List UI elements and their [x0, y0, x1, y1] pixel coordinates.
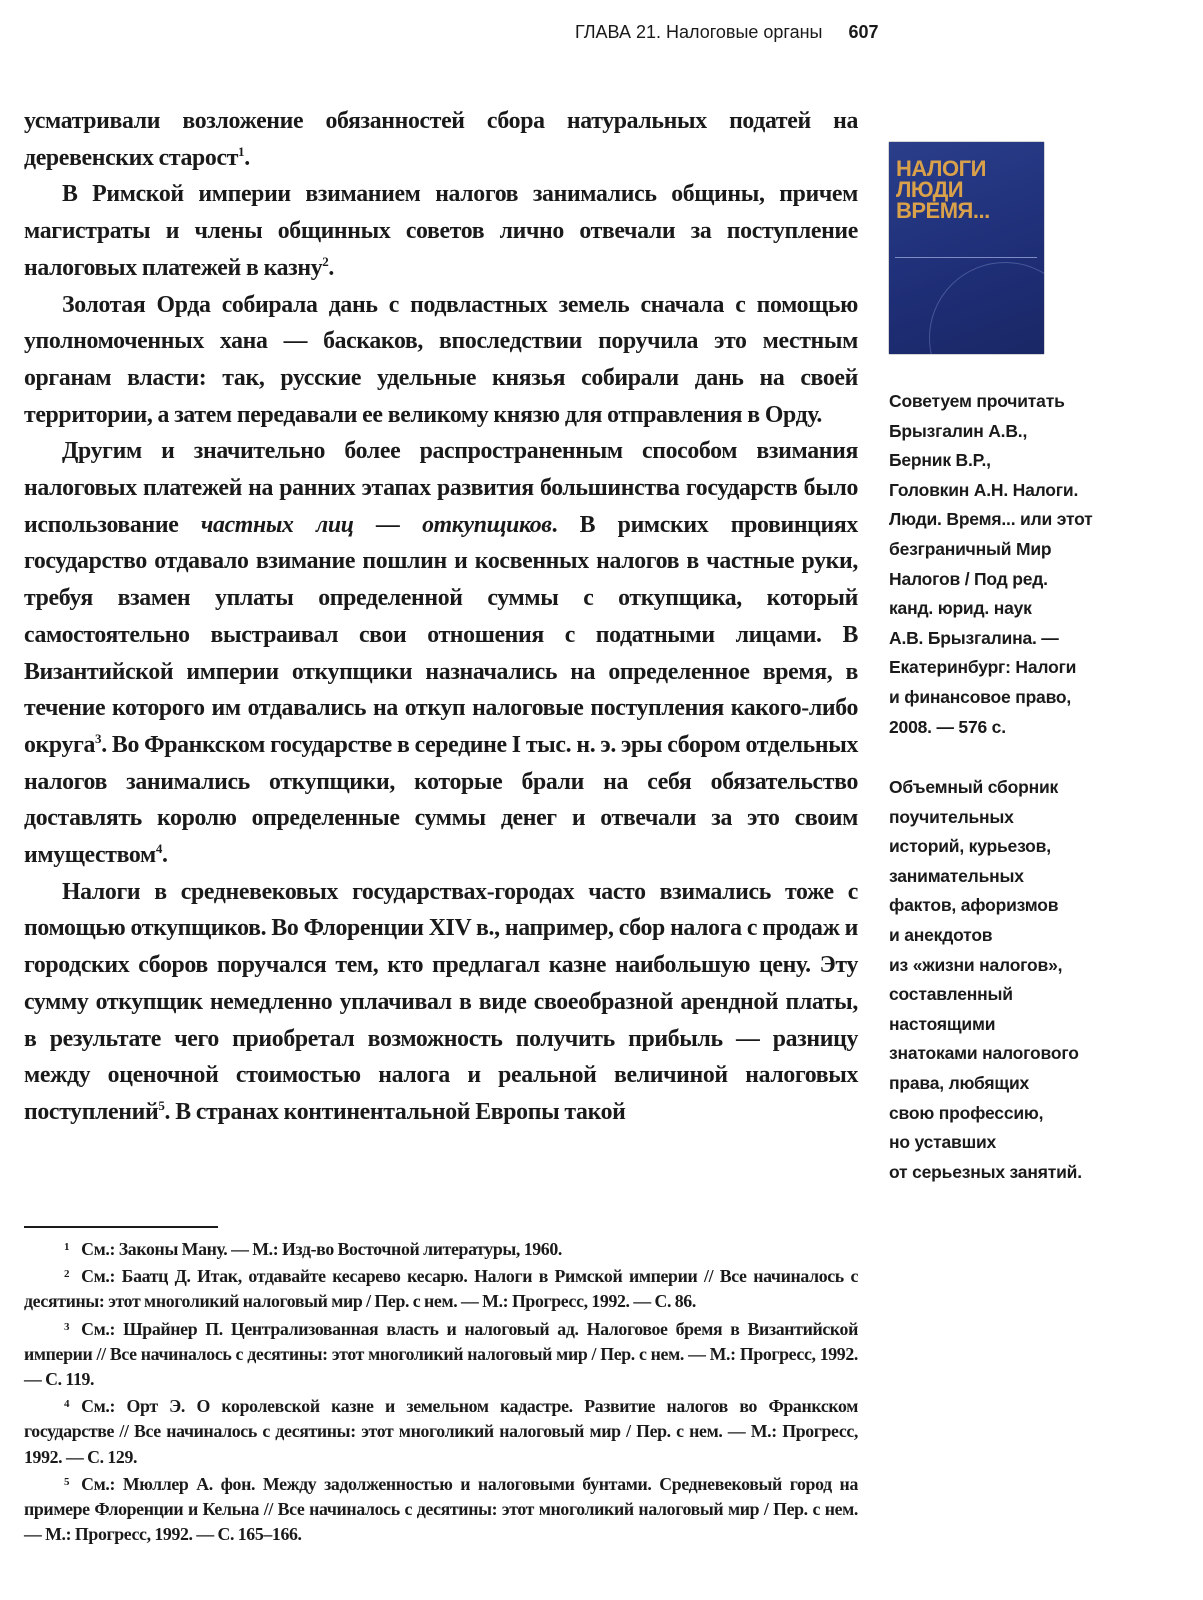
recommend-line: Налогов / Под ред.: [889, 568, 1048, 589]
footnote-number: 5: [64, 1475, 70, 1488]
paragraph-text: усматривали возложение обязанностей сбора натуральных податей на деревенских старост: [24, 108, 858, 171]
blurb-line: поучительных: [889, 806, 1014, 827]
blurb-line: но уставших: [889, 1132, 997, 1153]
cover-rule: [895, 257, 1037, 258]
recommend-line: Екатеринбург: Налоги: [889, 657, 1077, 678]
cover-decoration: [929, 262, 1044, 354]
footnote-number: 3: [64, 1320, 70, 1333]
cover-title-line: ВРЕМЯ...: [896, 198, 990, 223]
paragraph-5: [24, 874, 858, 1131]
paragraph-text: Золотая Орда собирала дань с подвластных земель сначала с помощью уполномоченных хана — баскаков, впоследствии поручила это местным органам власти: так, русские удельные князья собирали дань на своей территории, а затем передавали ее великому князю для отправления в Орду.: [24, 291, 858, 428]
paragraph-2: В Римской империи взиманием налогов занимались общины, причем магистраты и члены общинных советов лично отвечали за поступление налоговых платежей в казну$^2$.: [24, 181, 858, 281]
footnote-ref: 2: [322, 253, 329, 269]
footnote: [24, 1235, 858, 1262]
paragraph-4: Другим и значительно более распространенным способом взимания налоговых платежей на ранних этапах развития большинства государств было использование частных лиц — откупщиков. В римских провинциях государство отдавало взимание пошлин и косвенных налогов в частные руки, требуя взамен уплаты определенной суммы с откупщика, который самостоятельно выстраивал свои отношения с податными лицами. В Византийской империи откупщики назначались на определенное время, в течение которого им отдавались на откуп налоговые поступления какого-либо округа$^3$. Во Франкском государстве в середине I тыс. н. э. эры сбором отдельных налогов занимались откупщики, которые брали на себя обязательство доставлять королю определенные суммы денег и отвечали за это своим имуществом$^4$.: [24, 438, 858, 869]
footnote: [24, 1470, 858, 1548]
footnote-ref: 1: [238, 143, 245, 159]
blurb-line: знатоками налогового: [889, 1043, 1079, 1064]
footnote-number: 2: [64, 1268, 70, 1281]
paragraph-text: . Во Франкском государстве в середине I тыс. н. э. эры сбором отдельных налогов занимались откупщики, которые брали на себя обязательство доставлять королю определенные суммы денег и отвечали за это своим имуществом: [24, 731, 858, 869]
book-cover-image: [889, 142, 1044, 354]
footnote-ref: 5: [158, 1097, 165, 1113]
blurb-line: Объемный сборник: [889, 777, 1059, 797]
recommend-line: Советуем прочитать: [889, 391, 1065, 411]
cover-title-line: НАЛОГИ: [896, 156, 986, 181]
footnote-ref: 4: [155, 841, 163, 857]
footnote-text: См.: Шрайнер П. Централизованная власть и налоговый ад. Налоговое бремя в Византийской империи // Все начиналось с десятины: этот многоликий налоговый мир / Пер. с нем. — М.: Прогресс, 1992. — С. 119.: [24, 1318, 858, 1390]
footnote-number: 1: [64, 1241, 70, 1253]
blurb-line: и анекдотов: [889, 924, 993, 945]
cover-title-line: ЛЮДИ: [896, 177, 964, 202]
page-number: 607: [848, 22, 879, 42]
footnote-separator: [24, 1226, 218, 1228]
blurb-line: свою профессию,: [889, 1102, 1044, 1123]
blurb-line: из «жизни налогов»,: [889, 954, 1063, 975]
recommended-reading: [889, 387, 1159, 742]
footnote-text: См.: Баатц Д. Итак, отдавайте кесарево кесарю. Налоги в Римской империи // Все начиналось с десятины: этот многоликий налоговый мир / Пер. с нем. — М.: Прогресс, 1992. — С. 86.: [24, 1266, 858, 1312]
chapter-title: ГЛАВА 21. Налоговые органы: [575, 22, 823, 42]
cover-title: [896, 158, 1041, 221]
paragraph-text: . В странах континентальной Европы такой: [164, 1098, 626, 1125]
blurb-line: составленный: [889, 984, 1013, 1005]
paragraph-1: усматривали возложение обязанностей сбора натуральных податей на деревенских старост$^1$.: [24, 108, 858, 171]
footnote: [24, 1262, 858, 1314]
book-description: [889, 773, 1159, 1187]
blurb-line: занимательных: [889, 865, 1024, 886]
recommend-line: Головкин А.Н. Налоги.: [889, 479, 1079, 500]
footnote: [24, 1392, 858, 1470]
blurb-line: от серьезных занятий.: [889, 1161, 1082, 1182]
footnote-number: 4: [64, 1398, 70, 1411]
recommend-line: и финансовое право,: [889, 686, 1072, 707]
recommend-line: 2008. — 576 с.: [889, 716, 1006, 737]
footnote-text: См.: Мюллер А. фон. Между задолженностью и налоговыми бунтами. Средневековый город на примере Флоренции и Кельна // Все начиналось с десятины: этот многоликий налоговый мир / Пер. с нем. — М.: Прогресс, 1992. — С. 165–166.: [24, 1473, 858, 1545]
recommend-line: А.В. Брызгалина. —: [889, 627, 1059, 648]
recommend-line: Берник В.Р.,: [889, 450, 991, 471]
paragraph-text: Налоги в средневековых государствах-городах часто взимались тоже с помощью откупщиков. Во Флоренции XIV в., например, сбор налога с продаж и городских сборов поручался тем, кто предлагал казне наибольшую цену. Эту сумму откупщик немедленно уплачивал в виде своеобразной арендной платы, в результате чего приобретал возможность получить прибыль — разницу между оценочной стоимостью налога и реальной величиной налоговых поступлений: [24, 878, 858, 1125]
running-head: [575, 22, 879, 43]
footnotes: [24, 1235, 858, 1547]
blurb-line: фактов, афоризмов: [889, 895, 1059, 916]
recommend-line: Люди. Время... или этот: [889, 509, 1093, 530]
blurb-line: права, любящих: [889, 1072, 1030, 1093]
main-text: [24, 103, 858, 1131]
paragraph-text: В Римской империи взиманием налогов занимались общины, причем магистраты и члены общинных советов лично отвечали за поступление налоговых платежей в казну: [24, 181, 858, 281]
footnote: [24, 1315, 858, 1393]
paragraph-text: Другим и значительно более распространенным способом взимания налоговых платежей на ранних этапах развития большинства государств было использование: [24, 438, 858, 538]
footnote-text: См.: Законы Ману. — М.: Изд-во Восточной литературы, 1960.: [81, 1239, 562, 1259]
paragraph-text: . В римских провинциях государство отдавало взимание пошлин и косвенных налогов в частные руки, требуя взамен уплаты определенной суммы с откупщика, который самостоятельно выстраивал свои отношения с податными лицами. В Византийской империи откупщики назначались на определенное время, в течение которого им отдавались на откуп налоговые поступления какого-либо округа: [24, 511, 858, 758]
recommend-line: Брызгалин А.В.,: [889, 420, 1028, 441]
recommend-line: канд. юрид. наук: [889, 598, 1032, 619]
footnote-text: См.: Орт Э. О королевской казне и земельном кадастре. Развитие налогов во Франкском государстве // Все начиналось с десятины: этот многоликий налоговый мир / Пер. с нем. — М.: Прогресс, 1992. — С. 129.: [24, 1396, 858, 1467]
footnote-ref: 3: [95, 730, 102, 746]
blurb-line: настоящими: [889, 1013, 996, 1034]
blurb-line: историй, курьезов,: [889, 836, 1051, 857]
emphasis-text: частных лиц — откупщиков: [200, 511, 552, 538]
recommend-line: безграничный Мир: [889, 538, 1052, 559]
paragraph-3: [24, 287, 858, 434]
